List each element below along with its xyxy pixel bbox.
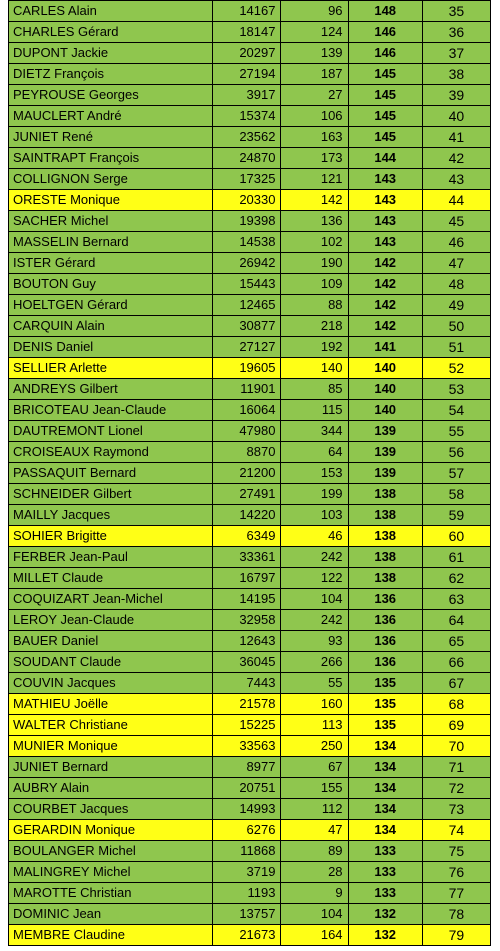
- score-cell: 135: [348, 715, 422, 736]
- count-value-cell: 140: [281, 358, 348, 379]
- table-row-highlighted: [9, 526, 491, 547]
- total-value-cell: 14993: [213, 799, 281, 820]
- total-value-cell: 33361: [213, 547, 281, 568]
- player-name-cell: SACHER Michel: [9, 211, 213, 232]
- table-row: [9, 85, 491, 106]
- score-cell: 145: [348, 64, 422, 85]
- player-name-cell: DENIS Daniel: [9, 337, 213, 358]
- table-row: [9, 904, 491, 925]
- rank-cell: 68: [422, 694, 490, 715]
- score-cell: 146: [348, 43, 422, 64]
- player-name-cell: COLLIGNON Serge: [9, 169, 213, 190]
- ranking-table: [8, 0, 491, 946]
- total-value-cell: 20751: [213, 778, 281, 799]
- player-name-cell: SCHNEIDER Gilbert: [9, 484, 213, 505]
- score-cell: 136: [348, 652, 422, 673]
- total-value-cell: 27194: [213, 64, 281, 85]
- total-value-cell: 13757: [213, 904, 281, 925]
- score-cell: 141: [348, 337, 422, 358]
- rank-cell: 41: [422, 127, 490, 148]
- score-cell: 136: [348, 589, 422, 610]
- table-row: [9, 148, 491, 169]
- rank-cell: 70: [422, 736, 490, 757]
- score-cell: 138: [348, 505, 422, 526]
- score-cell: 132: [348, 925, 422, 946]
- count-value-cell: 46: [281, 526, 348, 547]
- rank-cell: 46: [422, 232, 490, 253]
- total-value-cell: 21673: [213, 925, 281, 946]
- player-name-cell: GERARDIN Monique: [9, 820, 213, 841]
- total-value-cell: 26942: [213, 253, 281, 274]
- rank-cell: 39: [422, 85, 490, 106]
- rank-cell: 75: [422, 841, 490, 862]
- table-row-highlighted: [9, 190, 491, 211]
- ranking-table-body: [9, 1, 491, 946]
- total-value-cell: 11868: [213, 841, 281, 862]
- rank-cell: 57: [422, 463, 490, 484]
- score-cell: 135: [348, 673, 422, 694]
- count-value-cell: 88: [281, 295, 348, 316]
- count-value-cell: 142: [281, 190, 348, 211]
- score-cell: 138: [348, 547, 422, 568]
- table-row: [9, 589, 491, 610]
- count-value-cell: 164: [281, 925, 348, 946]
- count-value-cell: 104: [281, 904, 348, 925]
- table-row: [9, 463, 491, 484]
- table-row-highlighted: [9, 694, 491, 715]
- player-name-cell: LEROY Jean-Claude: [9, 610, 213, 631]
- rank-cell: 35: [422, 1, 490, 22]
- total-value-cell: 11901: [213, 379, 281, 400]
- player-name-cell: AUBRY Alain: [9, 778, 213, 799]
- rank-cell: 69: [422, 715, 490, 736]
- total-value-cell: 19605: [213, 358, 281, 379]
- rank-cell: 60: [422, 526, 490, 547]
- table-row: [9, 484, 491, 505]
- player-name-cell: CHARLES Gérard: [9, 22, 213, 43]
- table-row: [9, 673, 491, 694]
- count-value-cell: 47: [281, 820, 348, 841]
- player-name-cell: ORESTE Monique: [9, 190, 213, 211]
- count-value-cell: 102: [281, 232, 348, 253]
- player-name-cell: COUVIN Jacques: [9, 673, 213, 694]
- count-value-cell: 113: [281, 715, 348, 736]
- table-row: [9, 505, 491, 526]
- score-cell: 134: [348, 799, 422, 820]
- total-value-cell: 8977: [213, 757, 281, 778]
- count-value-cell: 121: [281, 169, 348, 190]
- table-row: [9, 295, 491, 316]
- player-name-cell: MILLET Claude: [9, 568, 213, 589]
- total-value-cell: 21200: [213, 463, 281, 484]
- total-value-cell: 16797: [213, 568, 281, 589]
- count-value-cell: 115: [281, 400, 348, 421]
- table-row-highlighted: [9, 358, 491, 379]
- rank-cell: 76: [422, 862, 490, 883]
- rank-cell: 77: [422, 883, 490, 904]
- total-value-cell: 1193: [213, 883, 281, 904]
- count-value-cell: 55: [281, 673, 348, 694]
- count-value-cell: 139: [281, 43, 348, 64]
- count-value-cell: 242: [281, 610, 348, 631]
- rank-cell: 78: [422, 904, 490, 925]
- count-value-cell: 250: [281, 736, 348, 757]
- rank-cell: 55: [422, 421, 490, 442]
- rank-cell: 48: [422, 274, 490, 295]
- score-cell: 148: [348, 1, 422, 22]
- score-cell: 146: [348, 22, 422, 43]
- score-cell: 140: [348, 358, 422, 379]
- rank-cell: 66: [422, 652, 490, 673]
- player-name-cell: BAUER Daniel: [9, 631, 213, 652]
- score-cell: 138: [348, 484, 422, 505]
- table-row: [9, 883, 491, 904]
- rank-cell: 42: [422, 148, 490, 169]
- count-value-cell: 136: [281, 211, 348, 232]
- player-name-cell: PEYROUSE Georges: [9, 85, 213, 106]
- total-value-cell: 32958: [213, 610, 281, 631]
- count-value-cell: 153: [281, 463, 348, 484]
- player-name-cell: DOMINIC Jean: [9, 904, 213, 925]
- player-name-cell: MAUCLERT André: [9, 106, 213, 127]
- count-value-cell: 122: [281, 568, 348, 589]
- rank-cell: 64: [422, 610, 490, 631]
- score-cell: 143: [348, 169, 422, 190]
- score-cell: 145: [348, 106, 422, 127]
- count-value-cell: 242: [281, 547, 348, 568]
- rank-cell: 38: [422, 64, 490, 85]
- count-value-cell: 96: [281, 1, 348, 22]
- player-name-cell: SOUDANT Claude: [9, 652, 213, 673]
- table-row: [9, 232, 491, 253]
- total-value-cell: 20330: [213, 190, 281, 211]
- score-cell: 140: [348, 379, 422, 400]
- count-value-cell: 67: [281, 757, 348, 778]
- count-value-cell: 109: [281, 274, 348, 295]
- score-cell: 138: [348, 568, 422, 589]
- score-cell: 134: [348, 778, 422, 799]
- score-cell: 138: [348, 526, 422, 547]
- table-row: [9, 211, 491, 232]
- score-cell: 139: [348, 463, 422, 484]
- table-row: [9, 610, 491, 631]
- table-row: [9, 64, 491, 85]
- score-cell: 132: [348, 904, 422, 925]
- total-value-cell: 30877: [213, 316, 281, 337]
- rank-cell: 52: [422, 358, 490, 379]
- total-value-cell: 6349: [213, 526, 281, 547]
- count-value-cell: 173: [281, 148, 348, 169]
- player-name-cell: MAILLY Jacques: [9, 505, 213, 526]
- rank-cell: 67: [422, 673, 490, 694]
- total-value-cell: 8870: [213, 442, 281, 463]
- rank-cell: 79: [422, 925, 490, 946]
- score-cell: 133: [348, 862, 422, 883]
- table-row: [9, 127, 491, 148]
- player-name-cell: CARQUIN Alain: [9, 316, 213, 337]
- total-value-cell: 15374: [213, 106, 281, 127]
- total-value-cell: 27491: [213, 484, 281, 505]
- rank-cell: 53: [422, 379, 490, 400]
- count-value-cell: 27: [281, 85, 348, 106]
- score-cell: 133: [348, 841, 422, 862]
- total-value-cell: 20297: [213, 43, 281, 64]
- total-value-cell: 16064: [213, 400, 281, 421]
- table-row-highlighted: [9, 736, 491, 757]
- count-value-cell: 160: [281, 694, 348, 715]
- rank-cell: 56: [422, 442, 490, 463]
- player-name-cell: COURBET Jacques: [9, 799, 213, 820]
- total-value-cell: 14220: [213, 505, 281, 526]
- rank-cell: 73: [422, 799, 490, 820]
- count-value-cell: 103: [281, 505, 348, 526]
- table-row: [9, 547, 491, 568]
- score-cell: 134: [348, 820, 422, 841]
- table-row: [9, 799, 491, 820]
- rank-cell: 74: [422, 820, 490, 841]
- player-name-cell: HOELTGEN Gérard: [9, 295, 213, 316]
- table-row: [9, 568, 491, 589]
- total-value-cell: 27127: [213, 337, 281, 358]
- score-cell: 134: [348, 736, 422, 757]
- rank-cell: 40: [422, 106, 490, 127]
- table-row: [9, 757, 491, 778]
- player-name-cell: BRICOTEAU Jean-Claude: [9, 400, 213, 421]
- player-name-cell: BOULANGER Michel: [9, 841, 213, 862]
- rank-cell: 59: [422, 505, 490, 526]
- score-cell: 143: [348, 232, 422, 253]
- count-value-cell: 104: [281, 589, 348, 610]
- rank-cell: 58: [422, 484, 490, 505]
- total-value-cell: 17325: [213, 169, 281, 190]
- table-row: [9, 778, 491, 799]
- count-value-cell: 218: [281, 316, 348, 337]
- rank-cell: 47: [422, 253, 490, 274]
- player-name-cell: CARLES Alain: [9, 1, 213, 22]
- rank-cell: 51: [422, 337, 490, 358]
- player-name-cell: CROISEAUX Raymond: [9, 442, 213, 463]
- score-cell: 136: [348, 610, 422, 631]
- rank-cell: 49: [422, 295, 490, 316]
- count-value-cell: 28: [281, 862, 348, 883]
- table-row: [9, 400, 491, 421]
- rank-cell: 43: [422, 169, 490, 190]
- total-value-cell: 12643: [213, 631, 281, 652]
- player-name-cell: WALTER Christiane: [9, 715, 213, 736]
- total-value-cell: 14195: [213, 589, 281, 610]
- score-cell: 142: [348, 295, 422, 316]
- table-row: [9, 631, 491, 652]
- score-cell: 139: [348, 421, 422, 442]
- rank-cell: 63: [422, 589, 490, 610]
- table-row: [9, 22, 491, 43]
- table-row: [9, 442, 491, 463]
- count-value-cell: 106: [281, 106, 348, 127]
- total-value-cell: 15443: [213, 274, 281, 295]
- score-cell: 133: [348, 883, 422, 904]
- table-row: [9, 169, 491, 190]
- player-name-cell: BOUTON Guy: [9, 274, 213, 295]
- total-value-cell: 6276: [213, 820, 281, 841]
- rank-cell: 45: [422, 211, 490, 232]
- count-value-cell: 93: [281, 631, 348, 652]
- player-name-cell: JUNIET René: [9, 127, 213, 148]
- total-value-cell: 19398: [213, 211, 281, 232]
- table-row: [9, 43, 491, 64]
- count-value-cell: 9: [281, 883, 348, 904]
- player-name-cell: MASSELIN Bernard: [9, 232, 213, 253]
- table-row-highlighted: [9, 925, 491, 946]
- player-name-cell: PASSAQUIT Bernard: [9, 463, 213, 484]
- player-name-cell: MALINGREY Michel: [9, 862, 213, 883]
- total-value-cell: 14167: [213, 1, 281, 22]
- rank-cell: 72: [422, 778, 490, 799]
- rank-cell: 36: [422, 22, 490, 43]
- rank-cell: 65: [422, 631, 490, 652]
- player-name-cell: MEMBRE Claudine: [9, 925, 213, 946]
- count-value-cell: 187: [281, 64, 348, 85]
- player-name-cell: MUNIER Monique: [9, 736, 213, 757]
- count-value-cell: 112: [281, 799, 348, 820]
- rank-cell: 61: [422, 547, 490, 568]
- table-row: [9, 337, 491, 358]
- table-row: [9, 1, 491, 22]
- player-name-cell: SOHIER Brigitte: [9, 526, 213, 547]
- score-cell: 145: [348, 127, 422, 148]
- table-row: [9, 421, 491, 442]
- player-name-cell: MATHIEU Joëlle: [9, 694, 213, 715]
- total-value-cell: 36045: [213, 652, 281, 673]
- table-row: [9, 862, 491, 883]
- rank-cell: 50: [422, 316, 490, 337]
- score-cell: 142: [348, 253, 422, 274]
- player-name-cell: DAUTREMONT Lionel: [9, 421, 213, 442]
- total-value-cell: 18147: [213, 22, 281, 43]
- total-value-cell: 3719: [213, 862, 281, 883]
- count-value-cell: 344: [281, 421, 348, 442]
- table-row: [9, 652, 491, 673]
- total-value-cell: 33563: [213, 736, 281, 757]
- score-cell: 142: [348, 316, 422, 337]
- score-cell: 144: [348, 148, 422, 169]
- total-value-cell: 12465: [213, 295, 281, 316]
- count-value-cell: 190: [281, 253, 348, 274]
- table-row: [9, 379, 491, 400]
- rank-cell: 44: [422, 190, 490, 211]
- player-name-cell: COQUIZART Jean-Michel: [9, 589, 213, 610]
- player-name-cell: SAINTRAPT François: [9, 148, 213, 169]
- player-name-cell: JUNIET Bernard: [9, 757, 213, 778]
- total-value-cell: 3917: [213, 85, 281, 106]
- count-value-cell: 199: [281, 484, 348, 505]
- count-value-cell: 89: [281, 841, 348, 862]
- rank-cell: 54: [422, 400, 490, 421]
- player-name-cell: ISTER Gérard: [9, 253, 213, 274]
- score-cell: 140: [348, 400, 422, 421]
- player-name-cell: DIETZ François: [9, 64, 213, 85]
- score-cell: 143: [348, 190, 422, 211]
- score-cell: 139: [348, 442, 422, 463]
- count-value-cell: 85: [281, 379, 348, 400]
- table-row: [9, 316, 491, 337]
- score-cell: 143: [348, 211, 422, 232]
- score-cell: 142: [348, 274, 422, 295]
- total-value-cell: 14538: [213, 232, 281, 253]
- player-name-cell: ANDREYS Gilbert: [9, 379, 213, 400]
- total-value-cell: 24870: [213, 148, 281, 169]
- count-value-cell: 266: [281, 652, 348, 673]
- table-row-highlighted: [9, 715, 491, 736]
- count-value-cell: 192: [281, 337, 348, 358]
- player-name-cell: SELLIER Arlette: [9, 358, 213, 379]
- table-row: [9, 274, 491, 295]
- table-row: [9, 253, 491, 274]
- score-cell: 136: [348, 631, 422, 652]
- score-cell: 135: [348, 694, 422, 715]
- score-cell: 145: [348, 85, 422, 106]
- rank-cell: 62: [422, 568, 490, 589]
- table-row: [9, 841, 491, 862]
- total-value-cell: 15225: [213, 715, 281, 736]
- total-value-cell: 21578: [213, 694, 281, 715]
- rank-cell: 71: [422, 757, 490, 778]
- total-value-cell: 7443: [213, 673, 281, 694]
- table-row: [9, 106, 491, 127]
- player-name-cell: MAROTTE Christian: [9, 883, 213, 904]
- count-value-cell: 64: [281, 442, 348, 463]
- total-value-cell: 47980: [213, 421, 281, 442]
- count-value-cell: 163: [281, 127, 348, 148]
- count-value-cell: 155: [281, 778, 348, 799]
- total-value-cell: 23562: [213, 127, 281, 148]
- player-name-cell: FERBER Jean-Paul: [9, 547, 213, 568]
- table-row-highlighted: [9, 820, 491, 841]
- count-value-cell: 124: [281, 22, 348, 43]
- player-name-cell: DUPONT Jackie: [9, 43, 213, 64]
- score-cell: 134: [348, 757, 422, 778]
- rank-cell: 37: [422, 43, 490, 64]
